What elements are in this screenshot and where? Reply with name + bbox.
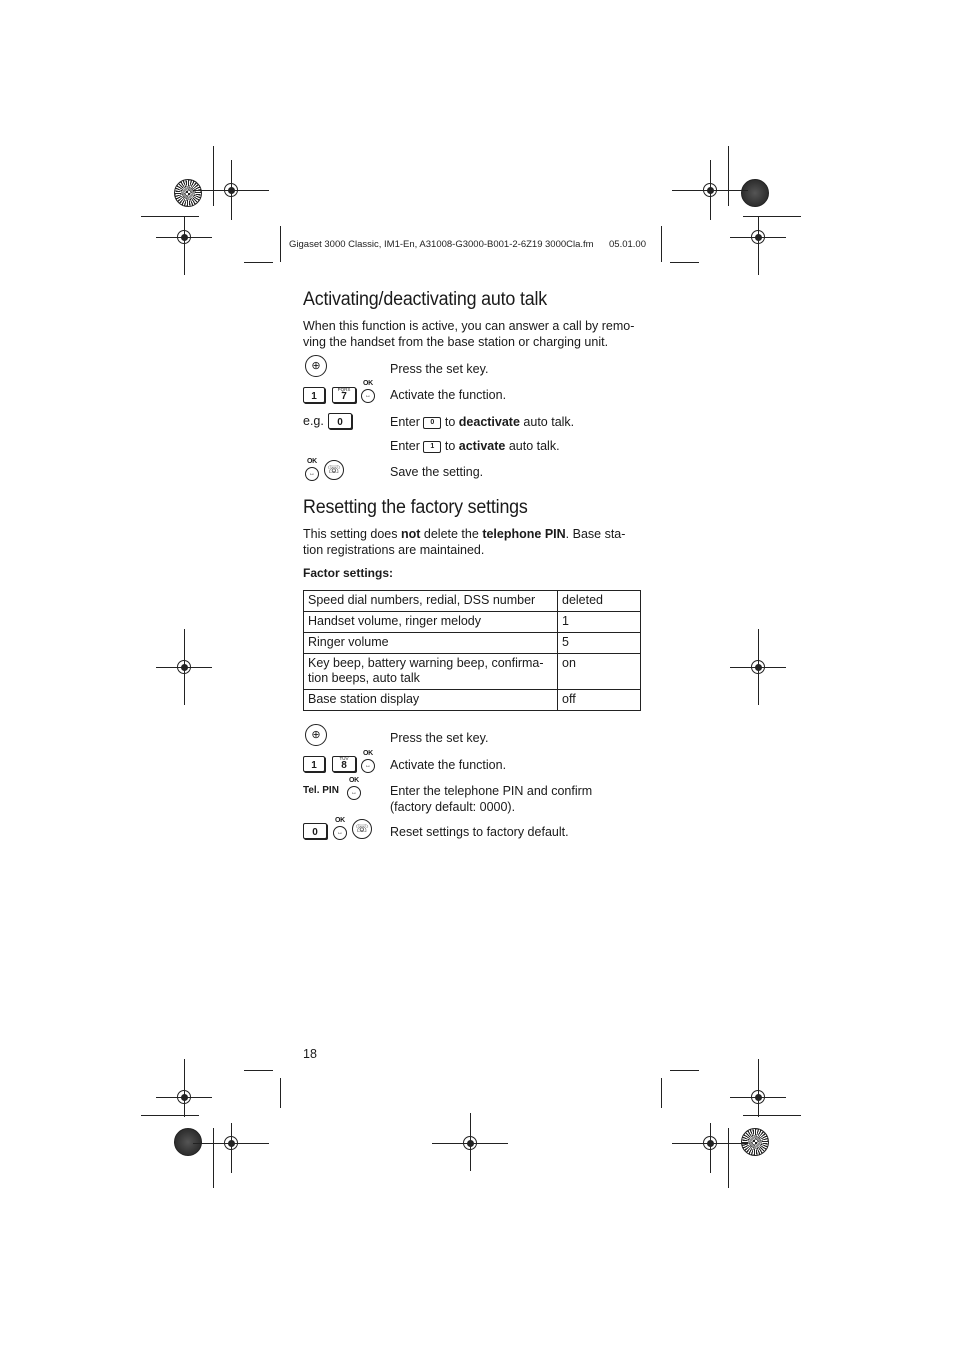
step-text: Press the set key.	[390, 731, 489, 745]
table-cell: off	[558, 690, 641, 711]
key-0-icon: 0	[328, 413, 352, 429]
page-number: 18	[303, 1047, 317, 1061]
table-cell: on	[558, 654, 641, 690]
tel-pin-label: Tel. PIN	[303, 785, 339, 796]
step-text: Enter 0 to deactivate auto talk.	[390, 415, 575, 429]
eg-label: e.g.	[303, 414, 324, 428]
table-cell: Key beep, battery warning beep, confirma- tion beeps, auto talk	[304, 654, 558, 690]
table-cell: Base station display	[304, 690, 558, 711]
step-text: Activate the function.	[390, 388, 507, 402]
registration-star-icon	[174, 179, 202, 207]
registration-star-icon	[741, 179, 769, 207]
section-title-factory-reset: Resetting the factory settings	[303, 497, 528, 518]
end-call-key-icon: ☏	[352, 819, 372, 839]
table-row	[304, 690, 641, 711]
step-text: Save the setting.	[390, 465, 484, 479]
factor-settings-label: Factor settings:	[303, 566, 394, 580]
table-row	[304, 591, 641, 612]
ok-key-icon: OK ↔	[346, 778, 362, 800]
table-cell: 1	[558, 612, 641, 633]
table-row	[304, 633, 641, 654]
key-7-icon: PQRS 7	[332, 387, 356, 403]
step-text: Enter 1 to activate auto talk.	[390, 439, 560, 453]
table-cell: 5	[558, 633, 641, 654]
registration-star-icon	[174, 1128, 202, 1156]
header-doc-id: Gigaset 3000 Classic, IM1-En, A31008-G3000-B001-2-6Z19	[289, 239, 543, 250]
inline-key-0-icon: 0	[423, 417, 441, 429]
table-cell: Speed dial numbers, redial, DSS number	[304, 591, 558, 612]
header-date: 05.01.00	[609, 239, 646, 250]
key-8-icon: TUV 8	[332, 756, 356, 772]
ok-key-icon: OK ↔	[332, 818, 348, 840]
set-key-icon: ⊕	[305, 355, 327, 377]
table-row	[304, 654, 641, 690]
step-text: Reset settings to factory default.	[390, 825, 569, 839]
step-text: Activate the function.	[390, 758, 507, 772]
registration-star-icon	[741, 1128, 769, 1156]
step-text: Enter the telephone PIN and confirm (factory default: 0000).	[390, 784, 593, 814]
header-file: 3000Cla.fm	[545, 239, 594, 250]
set-key-icon: ⊕	[305, 724, 327, 746]
table-cell: Ringer volume	[304, 633, 558, 654]
step-text: Press the set key.	[390, 362, 489, 376]
section-title-auto-talk: Activating/deactivating auto talk	[303, 289, 547, 310]
inline-key-1-icon: 1	[423, 441, 441, 453]
ok-key-icon: OK ↔	[360, 381, 376, 403]
key-1-icon: 1	[303, 756, 325, 772]
table-cell: Handset volume, ringer melody	[304, 612, 558, 633]
ok-key-icon: OK ↔	[304, 459, 320, 481]
table-cell: deleted	[558, 591, 641, 612]
key-1-icon: 1	[303, 387, 325, 403]
intro-paragraph: This setting does not delete the telephone PIN. Base sta- tion registrations are maintained.	[303, 527, 626, 557]
intro-paragraph: When this function is active, you can answer a call by remo- ving the handset from the base station or charging unit.	[303, 319, 635, 349]
factory-settings-table	[303, 590, 641, 711]
table-row	[304, 612, 641, 633]
ok-key-icon: OK ↔	[360, 751, 376, 773]
key-0-icon: 0	[303, 823, 327, 839]
end-call-key-icon: ☏	[324, 460, 344, 480]
